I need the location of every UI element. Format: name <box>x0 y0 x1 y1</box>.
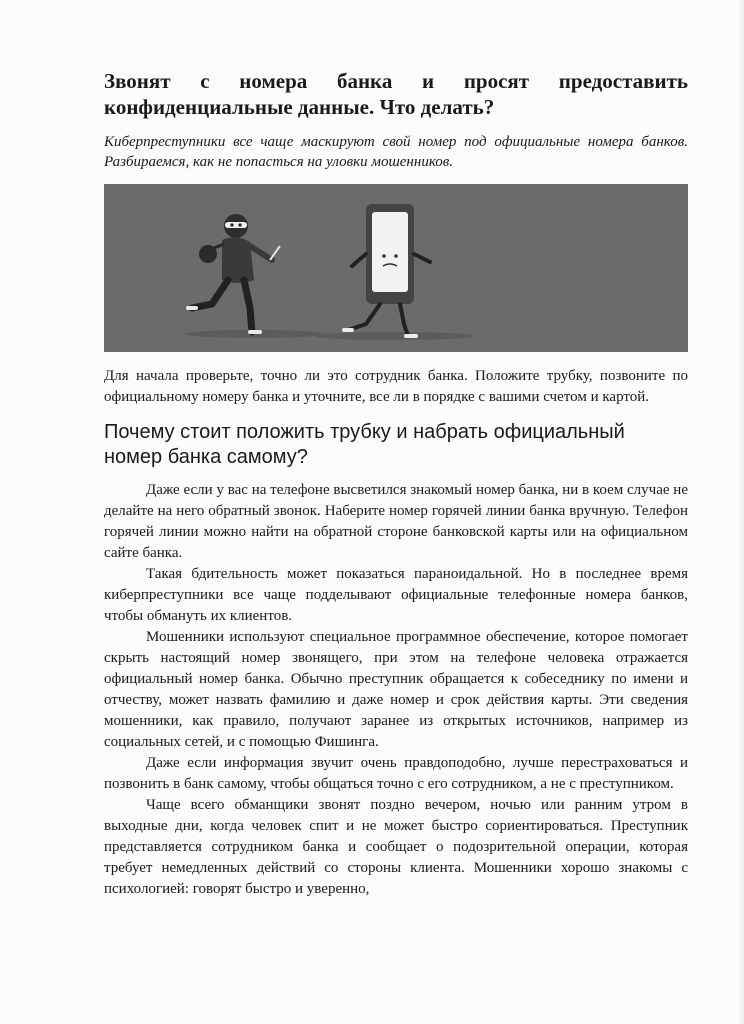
article-lead: Киберпреступники все чаще маскируют свой номер под официальные номера банков. Разбираемся, как не попасться на уловки мошенников. <box>104 134 688 170</box>
article-intro: Для начала проверьте, точно ли это сотрудник банка. Положите трубку, позвоните по официальному номеру банка и уточните, все ли в порядке с вашими счетом и картой. <box>104 368 688 405</box>
section-heading: Почему стоит положить трубку и набрать официальный номер банка самому? <box>104 421 625 468</box>
paragraph: Мошенники используют специальное программное обеспечение, которое помогает скрыть настоящий номер звонящего, при этом на телефоне человека отражается официальный номер банка. Обычно преступник обращается к собеседнику по имени и отчеству, может назвать фамилию и даже номер и срок действия карты. Эти сведения мошенники, как правило, получают заранее из открытых источников, например из социальных сетей, и с помощью Фишинга. <box>104 629 688 750</box>
article-title: Звонят с номера банка и просят предоставить конфиденциальные данные. Что делать? <box>104 69 688 119</box>
paragraph: Даже если у вас на телефоне высветился знакомый номер банка, ни в коем случае не делайте на него обратный звонок. Наберите номер горячей линии банка вручную. Телефон горячей линии можно найти на обратной стороне банковской карты или на официальном сайте банка. <box>104 482 688 561</box>
paragraph: Чаще всего обманщики звонят поздно вечером, ночью или ранним утром в выходные дни, когда человек спит и не может быстро сориентироваться. Преступник представляется сотрудником банка и сообщает о подозрительной операции, которая требует немедленных действий со стороны клиента. Мошенники хорошо знакомы с психологией: говорят быстро и уверенно, <box>104 797 688 897</box>
article-illustration <box>104 184 688 352</box>
page-edge-shadow <box>738 0 744 1024</box>
paragraph: Даже если информация звучит очень правдоподобно, лучше перестраховаться и позвонить в банк самому, чтобы общаться точно с его сотрудником, а не с преступником. <box>104 755 688 792</box>
paragraph: Такая бдительность может показаться параноидальной. Но в последнее время киберпреступники все чаще подделывают официальные телефонные номера банков, чтобы обмануть их клиентов. <box>104 566 688 624</box>
article <box>104 68 688 900</box>
